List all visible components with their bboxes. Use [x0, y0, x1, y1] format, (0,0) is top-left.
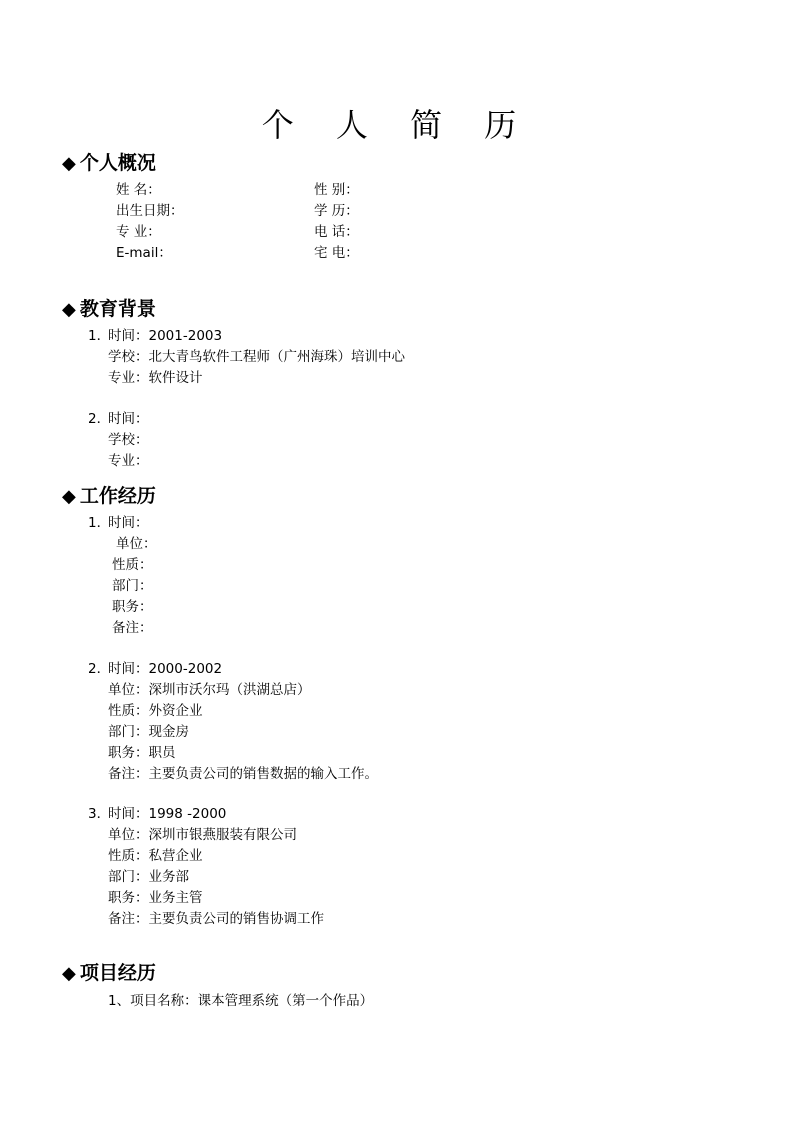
field-birthdate: 出生日期： [116, 203, 184, 219]
edu-2-time: 时间： [108, 411, 149, 427]
section-heading-profile [62, 148, 156, 175]
field-name: 姓 名： [116, 182, 161, 198]
page-title: 个 人 简 历 [261, 106, 533, 144]
work-3-note: 备注：主要负责公司的销售协调工作 [108, 911, 324, 927]
diamond-icon: ◆ [62, 153, 76, 174]
field-phone: 电 话： [314, 224, 359, 240]
field-email: E-mail： [116, 245, 172, 261]
project-item: 1、项目名称：课本管理系统（第一个作品） [108, 993, 374, 1009]
work-1-time: 时间： [108, 515, 149, 531]
work-1-position: 职务： [112, 599, 153, 615]
edu-1-major: 专业：软件设计 [108, 370, 203, 386]
section-heading-projects [62, 958, 156, 985]
edu-1-number: 1． [88, 328, 111, 344]
diamond-icon: ◆ [62, 299, 76, 320]
diamond-icon: ◆ [62, 963, 76, 984]
diamond-icon: ◆ [62, 486, 76, 507]
work-2-nature: 性质：外资企业 [108, 703, 203, 719]
field-gender: 性 别： [314, 182, 359, 198]
work-2-unit: 单位：深圳市沃尔玛（洪湖总店） [108, 682, 311, 698]
work-2-dept: 部门：现金房 [108, 724, 189, 740]
work-1-dept: 部门： [112, 578, 153, 594]
work-2-number: 2． [88, 661, 111, 677]
work-1-unit: 单位： [116, 536, 157, 552]
work-2-note: 备注：主要负责公司的销售数据的输入工作。 [108, 766, 378, 782]
section-title: 教育背景 [79, 298, 156, 320]
section-title: 项目经历 [79, 962, 156, 984]
field-major: 专 业： [116, 224, 161, 240]
section-heading-education [62, 294, 156, 321]
section-title: 个人概况 [79, 152, 156, 174]
work-3-time: 时间：1998 -2000 [108, 806, 227, 822]
work-3-dept: 部门：业务部 [108, 869, 189, 885]
edu-1-time: 时间：2001-2003 [108, 328, 223, 344]
work-3-number: 3． [88, 806, 111, 822]
edu-2-major: 专业： [108, 453, 149, 469]
work-3-position: 职务：业务主管 [108, 890, 203, 906]
work-1-note: 备注： [112, 620, 153, 636]
work-2-time: 时间：2000-2002 [108, 661, 223, 677]
work-1-nature: 性质： [112, 557, 153, 573]
section-title: 工作经历 [79, 485, 156, 507]
edu-2-school: 学校： [108, 432, 149, 448]
section-heading-work [62, 481, 156, 508]
edu-2-number: 2． [88, 411, 111, 427]
field-degree: 学 历： [314, 203, 359, 219]
work-3-unit: 单位：深圳市银燕服装有限公司 [108, 827, 297, 843]
work-2-position: 职务：职员 [108, 745, 176, 761]
work-3-nature: 性质：私营企业 [108, 848, 203, 864]
edu-1-school: 学校：北大青鸟软件工程师（广州海珠）培训中心 [108, 349, 405, 365]
work-1-number: 1． [88, 515, 111, 531]
field-home-phone: 宅 电： [314, 245, 359, 261]
